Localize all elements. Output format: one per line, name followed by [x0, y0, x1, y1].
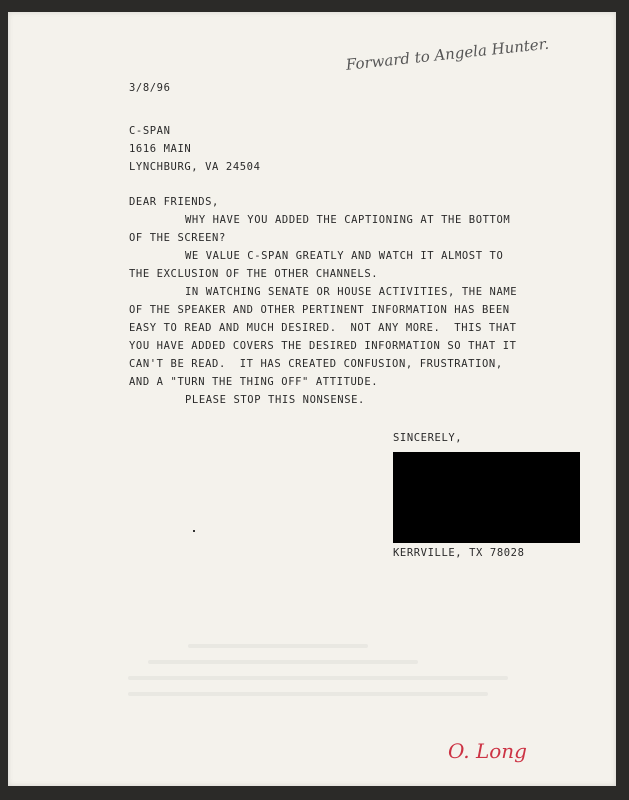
body-line: EASY TO READ AND MUCH DESIRED. NOT ANY MORE. THIS THAT — [129, 322, 517, 334]
body-line: YOU HAVE ADDED COVERS THE DESIRED INFORMATION SO THAT IT — [129, 340, 517, 352]
sender-location: KERRVILLE, TX 78028 — [393, 547, 525, 559]
closing: SINCERELY, — [393, 432, 463, 444]
body-line: WHY HAVE YOU ADDED THE CAPTIONING AT THE BOTTOM — [185, 214, 511, 226]
body-line: WE VALUE C-SPAN GREATLY AND WATCH IT ALMOST TO — [185, 250, 504, 262]
bleed-through-line — [148, 660, 418, 664]
recipient-name: C-SPAN — [129, 125, 171, 137]
body-line: THE EXCLUSION OF THE OTHER CHANNELS. — [129, 268, 379, 280]
bleed-through-line — [188, 644, 368, 648]
recipient-city: LYNCHBURG, VA 24504 — [129, 161, 261, 173]
body-line: IN WATCHING SENATE OR HOUSE ACTIVITIES, THE NAME — [185, 286, 518, 298]
body-line: AND A "TURN THE THING OFF" ATTITUDE. — [129, 376, 379, 388]
body-line: OF THE SCREEN? — [129, 232, 226, 244]
bleed-through-line — [128, 676, 508, 680]
body-line: OF THE SPEAKER AND OTHER PERTINENT INFORMATION HAS BEEN — [129, 304, 510, 316]
letter-date: 3/8/96 — [129, 82, 171, 94]
body-line: PLEASE STOP THIS NONSENSE. — [185, 394, 365, 406]
handwritten-signature-note: O. Long — [448, 739, 527, 763]
salutation: DEAR FRIENDS, — [129, 196, 219, 208]
stray-mark — [193, 530, 195, 532]
recipient-street: 1616 MAIN — [129, 143, 192, 155]
redaction-block — [393, 452, 580, 543]
body-line: CAN'T BE READ. IT HAS CREATED CONFUSION, FRUSTRATION, — [129, 358, 503, 370]
bleed-through-line — [128, 692, 488, 696]
handwritten-forward-note: Forward to Angela Hunter. — [345, 34, 550, 74]
letter-page — [8, 12, 616, 786]
